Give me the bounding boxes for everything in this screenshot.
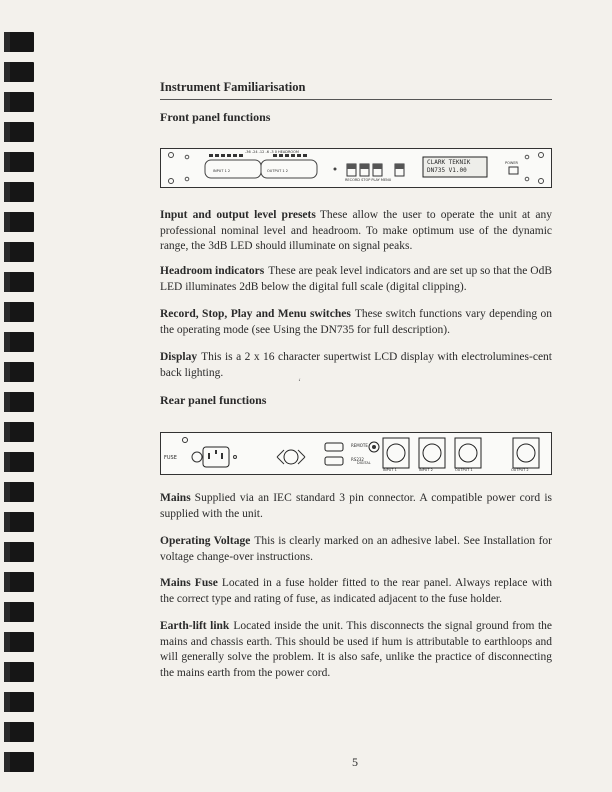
rear-item-term: Earth-lift link: [160, 620, 230, 632]
stray-mark: ‘: [298, 377, 301, 387]
rear-item-term: Mains Fuse: [160, 577, 218, 589]
rear-item-text: Supplied via an IEC standard 3 pin connector. A compatible power cord is supplied with the unit.: [160, 492, 552, 520]
rear-item-text: This is clearly marked on an adhesive label. See Installation for voltage change-over instructions.: [160, 535, 553, 563]
input1-label: INPUT 1: [383, 468, 397, 472]
front-item-term: Input and output level presets: [160, 209, 316, 221]
rear-item-voltage: [160, 534, 552, 565]
rear-panel-illustration: [160, 432, 552, 475]
binding-strip: [0, 0, 40, 792]
rear-panel-drawing: [161, 433, 551, 474]
front-item-text: This is a 2 x 16 character supertwist LCD display with electrolumines-cent back lighting.: [160, 351, 552, 379]
fuse-label: FUSE: [164, 455, 177, 461]
rs232-label: RS232: [351, 457, 364, 462]
rear-item-fuse: [160, 576, 552, 607]
rear-item-term: Operating Voltage: [160, 535, 251, 547]
input2-label: INPUT 2: [419, 468, 433, 472]
front-item-term: Headroom indicators: [160, 265, 265, 277]
section-title: Instrument Familiarisation: [160, 80, 306, 94]
front-item-text: These allow the user to operate the unit at any professional nominal level and headroom. To make optimum use of the dynamic range, the 3dB LED should illuminate on signal peaks.: [160, 209, 552, 252]
output1-label: OUTPUT 1: [455, 468, 473, 472]
rear-item-text: Located inside the unit. This disconnects the signal ground from the mains and chassis earth. This should be used if hum is attributable to earthloops and will generally solve the problem. It is also safe, unlike the practice of disconnecting the mains earth from the power cord.: [160, 620, 552, 679]
front-panel-heading: Front panel functions: [160, 110, 271, 124]
switch-labels: RECORD STOP PLAY MENU: [345, 178, 392, 182]
front-item-text: These are peak level indicators and are set up so that the OdB LED illuminates 2dB below the digital full scale (digital clipping).: [160, 265, 552, 293]
digital-label: DIGITAL: [357, 461, 371, 465]
remote-label: REMOTE: [351, 443, 368, 448]
front-item-text: These switch functions vary depending on the operating mode (see Using the DN735 for full description).: [160, 308, 552, 336]
section-divider: [160, 99, 552, 100]
rear-item-mains: [160, 491, 552, 522]
led-scale-label: -36 -24 -12 -6 -3 0 HEADROOM: [245, 150, 299, 154]
rear-item-text: Located in a fuse holder fitted to the rear panel. Always replace with the correct type and rating of fuse, as indicated adjacent to the fuse holder.: [160, 577, 553, 605]
front-item-headroom: [160, 264, 552, 295]
front-item-presets: [160, 208, 552, 255]
front-item-term: Record, Stop, Play and Menu switches: [160, 308, 351, 320]
front-item-term: Display: [160, 351, 198, 363]
output-level-label: OUTPUT 1 2: [267, 169, 288, 173]
lcd-line-1: CLARK TEKNIK: [427, 159, 471, 166]
rear-panel-heading: Rear panel functions: [160, 393, 267, 407]
lcd-line-2: DN735 V1.00: [427, 167, 467, 174]
power-label: POWER: [505, 161, 518, 165]
output2-label: OUTPUT 2: [511, 468, 529, 472]
front-panel-illustration: [160, 148, 552, 188]
front-item-switches: [160, 307, 552, 338]
front-item-display: [160, 350, 552, 381]
rear-item-term: Mains: [160, 492, 191, 504]
input-level-label: INPUT 1 2: [213, 169, 231, 173]
page-number: 5: [352, 755, 358, 769]
rear-item-earth-lift: [160, 619, 552, 681]
